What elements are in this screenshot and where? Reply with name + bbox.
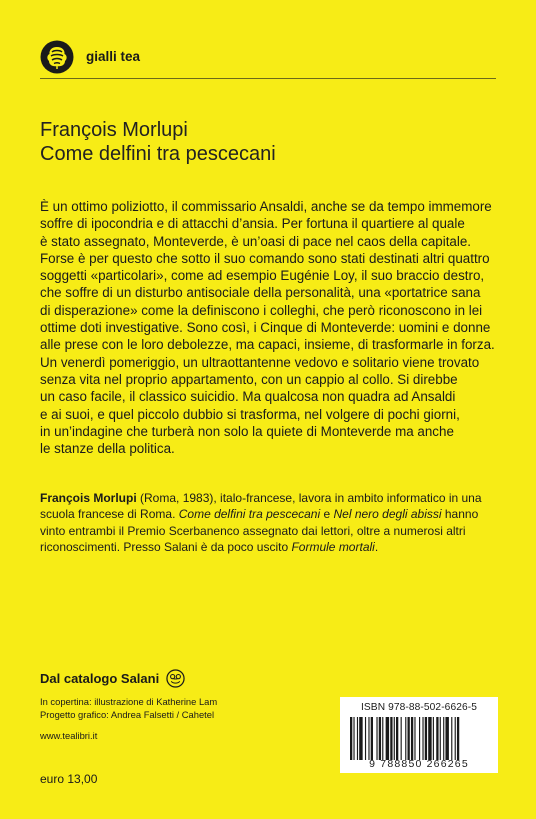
blurb-line: in un’indagine che turberà non solo la quiete di Monteverde ma anche	[40, 423, 454, 439]
bio-text: riconoscimenti. Presso Salani è da poco uscito	[40, 540, 292, 555]
credits	[40, 696, 217, 722]
blurb-line: un caso facile, il classico suicidio. Ma qualcosa non quadra ad Ansaldi	[40, 389, 456, 405]
brand-name: gialli tea	[86, 49, 141, 64]
barcode-bar	[382, 717, 383, 760]
barcode-bar	[368, 717, 369, 760]
barcode-bar	[359, 717, 362, 760]
blurb-line: di disperazione» come la definiscono i colleghi, che però riconoscono in lei	[40, 302, 483, 318]
title-block	[40, 118, 276, 166]
book-title: Come delfini tra pescecani	[40, 143, 276, 165]
barcode-bar	[455, 717, 456, 760]
blurb-line: soffre di ipocondria e di attacchi d’ansia. Per fortuna il quartiere al quale	[40, 216, 465, 232]
bio-book-title: Nel nero degli abissi	[333, 507, 442, 522]
blurb-line: alle prese con le loro debolezze, ma capaci, insieme, di trasformarle in forza.	[40, 337, 495, 353]
barcode-bar	[350, 717, 352, 760]
barcode-bar	[428, 717, 431, 760]
header-divider	[40, 78, 496, 79]
blurb-line: Forse è per questo che sotto il suo comando sono stati destinati altri quattro	[40, 250, 490, 266]
barcode-bar	[379, 717, 381, 760]
barcode-bar	[457, 717, 459, 760]
barcode-bar	[390, 717, 392, 760]
blurb-line: È un ottimo poliziotto, il commissario Ansaldi, anche se da tempo immemore	[40, 199, 492, 214]
author-bio	[40, 490, 498, 556]
bio-book-title: Formule mortali	[291, 540, 375, 555]
barcode-bar	[408, 717, 410, 760]
bio-text: scuola francese di Roma.	[40, 507, 179, 522]
barcode-bar	[419, 717, 420, 760]
price: euro 13,00	[40, 772, 98, 786]
website-link[interactable]: www.tealibri.it	[40, 730, 98, 741]
barcode-bar	[445, 717, 448, 760]
blurb-line: le stanze della politica.	[40, 441, 175, 457]
bio-text: e	[320, 507, 334, 522]
barcode	[340, 697, 498, 773]
barcode-bar	[414, 717, 415, 760]
salani-logo-icon	[166, 669, 185, 688]
barcode-bar	[405, 717, 406, 760]
barcode-bar	[353, 717, 354, 760]
bio-text: .	[374, 540, 379, 555]
blurb-line: e ai suoi, e quel piccolo dubbio si trasforma, nel volgere di pochi giorni,	[40, 406, 460, 422]
design-credit: Progetto grafico: Andrea Falsetti / Cahetel	[40, 708, 215, 720]
bio-author-name: François Morlupi	[40, 491, 137, 505]
barcode-bar	[371, 717, 373, 760]
blurb-text	[40, 198, 498, 457]
blurb-line: soggetti «particolari», come ad esempio Eugénie Loy, il suo braccio destro,	[40, 268, 485, 284]
blurb-line: senza vita nel proprio appartamento, con un cappio al collo. Si direbbe	[40, 371, 458, 387]
bio-book-title: Come delfini tra pescecani	[178, 507, 321, 522]
barcode-bar	[386, 717, 389, 760]
blurb-line: ottime doti investigative. Sono così, i Cinque di Monteverde: uomini e donne	[40, 320, 491, 336]
barcode-bar	[401, 717, 402, 760]
barcode-bar	[443, 717, 444, 760]
bio-line	[40, 490, 498, 506]
blurb-line: che soffre di un disturbo antisociale della personalità, una «portatrice sana	[40, 285, 481, 301]
catalog-label: Dal catalogo Salani	[40, 671, 160, 686]
bio-text: hanno	[441, 507, 479, 522]
cover-credit: In copertina: illustrazione di Katherine Lam	[40, 696, 218, 707]
barcode-bars	[350, 717, 488, 760]
barcode-bar	[425, 717, 427, 760]
blurb-line: Un venerdì pomeriggio, un ultraottantenne vedovo e solitario viene trovato	[40, 354, 480, 370]
barcode-bar	[376, 717, 377, 760]
bio-line	[40, 539, 498, 555]
isbn-label: ISBN 978-88-502-6626-5	[360, 702, 478, 713]
barcode-bar	[396, 717, 398, 760]
barcode-digits: 9 788850 266265	[369, 758, 469, 770]
barcode-bar	[436, 717, 438, 760]
barcode-bar	[422, 717, 423, 760]
bio-line	[40, 506, 498, 522]
bio-line: vinto entrambi il Premio Scerbanenco assegnato dai lettori, oltre a numerosi altri	[40, 523, 466, 538]
barcode-bar	[394, 717, 395, 760]
blurb-line: è stato assegnato, Monteverde, è un’oasi di pace nel caos della capitale.	[40, 233, 472, 249]
barcode-bar	[357, 717, 358, 760]
barcode-bar	[451, 717, 452, 760]
barcode-bar	[440, 717, 441, 760]
book-author: François Morlupi	[40, 119, 188, 141]
catalog-section	[40, 669, 185, 688]
barcode-bar	[365, 717, 366, 760]
barcode-bar	[411, 717, 413, 760]
tea-logo-icon	[40, 40, 74, 74]
bio-text: (Roma, 1983), italo-francese, lavora in ambito informatico in una	[136, 491, 482, 505]
barcode-bar	[433, 717, 434, 760]
